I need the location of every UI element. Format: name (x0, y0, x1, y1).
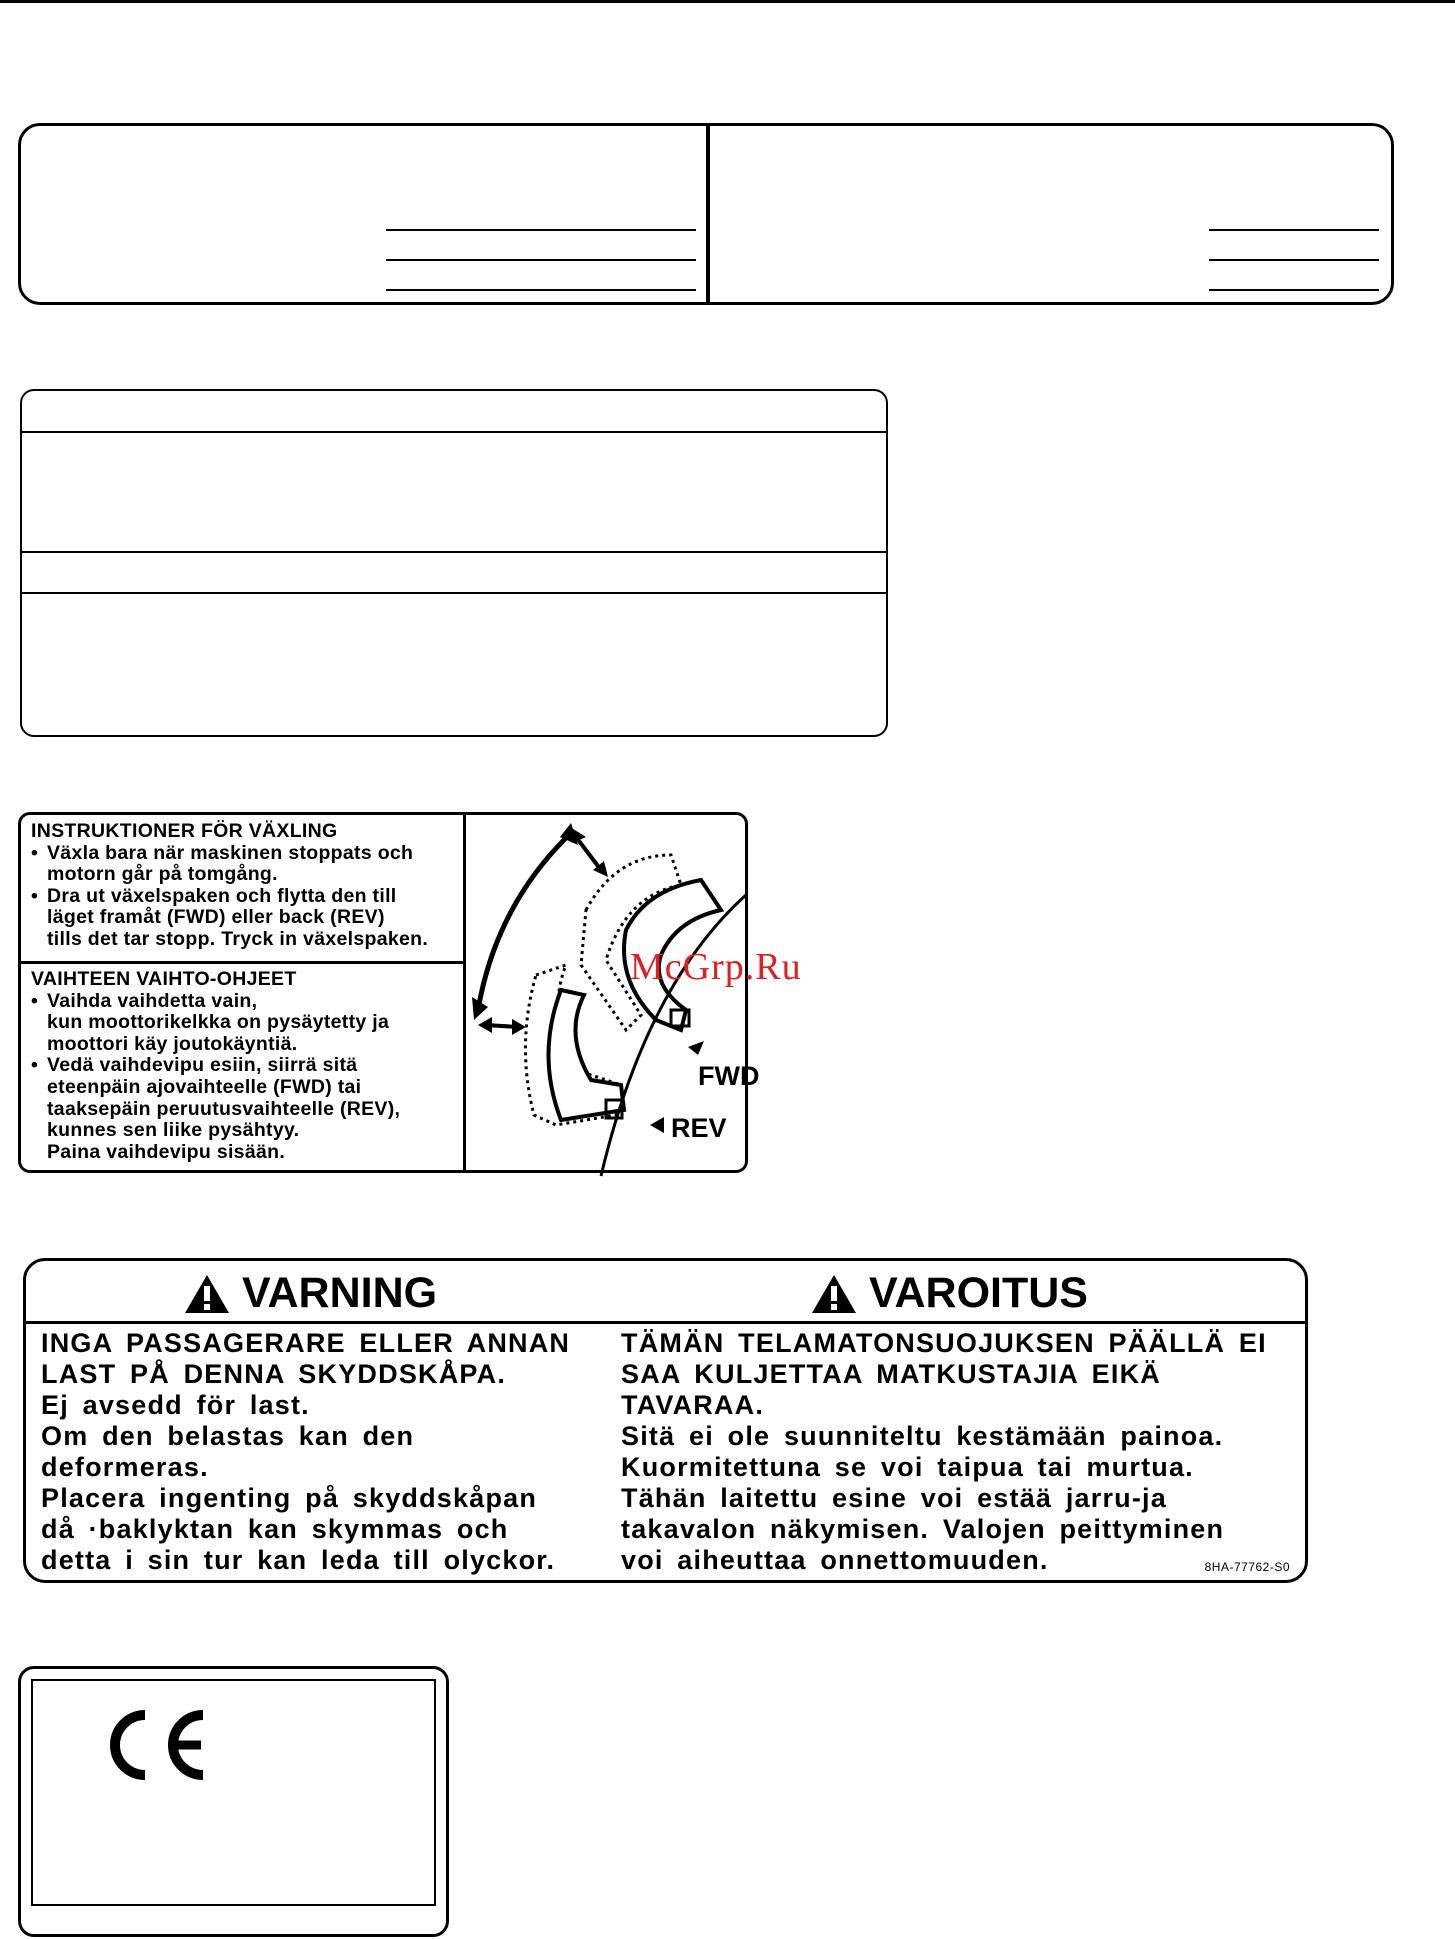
form-rule (22, 551, 886, 553)
blank-line (386, 229, 696, 231)
warning-triangle-icon (811, 1274, 857, 1314)
label-divider (21, 961, 464, 964)
fwd-label: FWD (698, 1061, 760, 1091)
blank-line (386, 259, 696, 261)
blank-form-label (20, 389, 888, 737)
list-item: • Vaihda vaihdetta vain, (31, 991, 461, 1013)
ce-mark-icon (103, 1707, 213, 1783)
rev-indicator-icon (650, 1117, 664, 1133)
warning-title: VAROITUS (869, 1269, 1088, 1317)
forward-reverse-arrow (478, 833, 571, 1010)
finnish-heading: VAIHTEEN VAIHTO-OHJEET (31, 968, 297, 990)
list-item-continuation: kun moottorikelkka on pysäytetty ja (47, 1011, 390, 1034)
list-item-continuation: läget framåt (FWD) eller back (REV) (47, 906, 385, 929)
watermark: McGrp.Ru (630, 946, 802, 988)
fwd-indicator-icon (688, 1041, 704, 1055)
swedish-warning-text: INGA PASSAGERARE ELLER ANNAN LAST PÅ DENNA SKYDDSKÅPA. Ej avsedd för last. Om den belastas kan den deformeras. Placera ingenting på skyddskåpan då ·baklyktan kan skymmas och detta i sin tur kan leda till olyckor. (41, 1328, 571, 1575)
warning-title-rule (26, 1321, 1305, 1324)
blank-line (1209, 229, 1379, 231)
blank-line (386, 289, 696, 291)
finnish-warning-title (811, 1269, 1088, 1318)
list-item-continuation: moottori käy joutokäyntiä. (47, 1032, 298, 1055)
list-item-continuation: eteenpäin ajovaihteelle (FWD) tai (47, 1075, 362, 1098)
arrow-head (512, 1019, 526, 1035)
list-item-continuation: Paina vaihdevipu sisään. (47, 1140, 286, 1163)
warning-triangle-icon (184, 1274, 230, 1314)
rev-label: REV (671, 1113, 727, 1143)
label-divider (706, 126, 710, 302)
warning-title: VARNING (242, 1269, 438, 1317)
swedish-warning-title (184, 1269, 437, 1318)
shift-instruction-label (18, 812, 760, 1173)
warning-label (23, 1258, 1308, 1583)
blank-line (1209, 259, 1379, 261)
list-item: • Vedä vaihdevipu esiin, siirrä sitä (31, 1055, 461, 1077)
list-item-continuation: motorn går på tomgång. (47, 863, 278, 886)
form-rule (22, 592, 886, 594)
finnish-warning-text: TÄMÄN TELAMATONSUOJUKSEN PÄÄLLÄ EI SAA KULJETTAA MATKUSTAJIA EIKÄ TAVARAA. Sitä ei ole suunniteltu kestämään painoa. Kuormitettuna se voi taipua tai murtua. Tähän laitettu esine voi estää jarru-ja takavalon näkymisen. Valojen peittyminen voi aiheuttaa onnettomuuden. (621, 1328, 1267, 1575)
list-item-continuation: kunnes sen liike pysähtyy. (47, 1119, 300, 1142)
arrow-head (478, 1017, 492, 1033)
blank-two-part-label (18, 123, 1394, 305)
shift-lever-diagram (466, 815, 760, 1176)
blank-line (1209, 289, 1379, 291)
list-item: • Växla bara när maskinen stoppats och (31, 843, 461, 865)
page-top-rule (0, 0, 1455, 3)
list-item-continuation: tills det tar stopp. Tryck in växelspaken. (47, 927, 429, 950)
list-item: • Dra ut växelspaken och flytta den till (31, 886, 461, 908)
finnish-instructions (31, 969, 461, 1163)
swedish-instructions (31, 821, 461, 951)
pull-arrow (576, 837, 601, 870)
swedish-heading: INSTRUKTIONER FÖR VÄXLING (31, 820, 338, 842)
form-rule (22, 431, 886, 433)
ce-label (18, 1666, 449, 1937)
part-code: 8HA-77762-S0 (1204, 1560, 1290, 1574)
ce-label-frame (31, 1679, 436, 1906)
list-item-continuation: taaksepäin peruutusvaihteelle (REV), (47, 1097, 401, 1120)
